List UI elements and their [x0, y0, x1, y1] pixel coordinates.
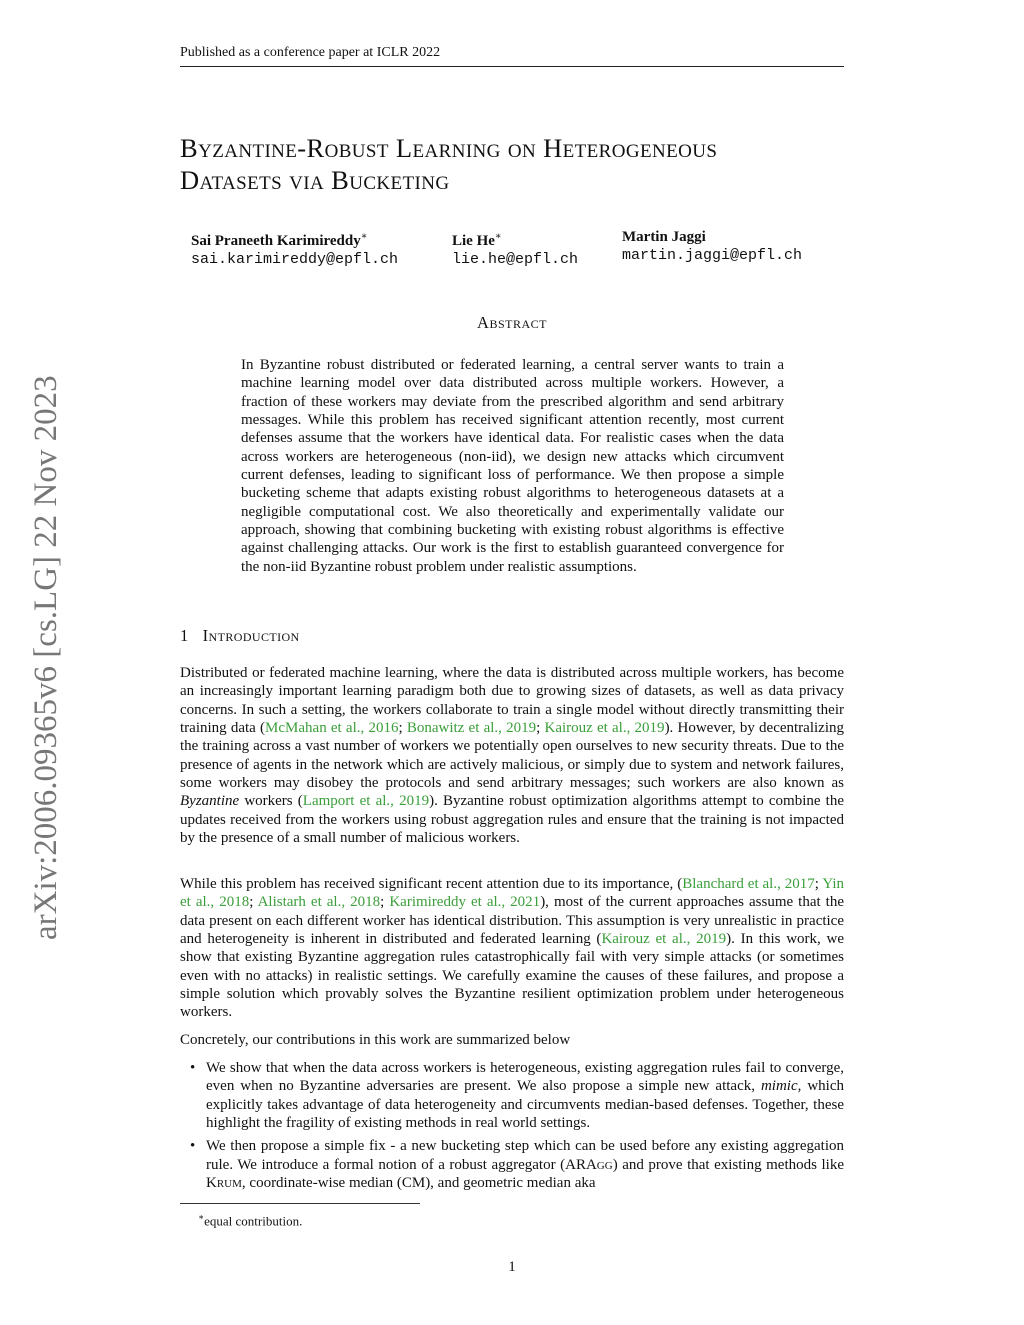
abstract-heading: Abstract	[477, 313, 547, 332]
author-email[interactable]: martin.jaggi@epfl.ch	[622, 247, 803, 264]
arxiv-stamp: arXiv:2006.09365v6 [cs.LG] 22 Nov 2023	[28, 375, 64, 940]
list-item: • We show that when the data across workers is heterogeneous, existing aggregation rules fail to converge, even when no Byzantine adversaries are present. We also propose a simple new attack, mimic, which explicitly takes advantage of data heterogeneity and circumvents median-based defenses. Together, these highlight the fragility of existing methods in real world settings.	[190, 1060, 844, 1132]
citation-link[interactable]: Yin et al., 2018	[180, 876, 844, 911]
citation-link[interactable]: Lamport et al., 2019	[302, 793, 430, 810]
author-email[interactable]: sai.karimireddy@epfl.ch	[191, 251, 399, 268]
title-line-1: Byzantine-Robust Learning on Heterogeneous	[180, 133, 718, 163]
author-mark: ∗	[360, 231, 368, 242]
citation-link[interactable]: Bonawitz et al., 2019	[406, 720, 537, 737]
citation-link[interactable]: Kairouz et al., 2019	[544, 720, 665, 737]
author-name: Martin Jaggi	[622, 229, 706, 245]
page-number: 1	[508, 1259, 516, 1275]
author-3	[622, 228, 802, 266]
bullet-glyph: •	[190, 1138, 196, 1155]
citation-link[interactable]: McMahan et al., 2016	[265, 720, 399, 737]
author-name: Lie He	[452, 233, 495, 249]
title-line-2: Datasets via Bucketing	[180, 165, 450, 195]
citation-link[interactable]: Alistarh et al., 2018	[257, 894, 381, 911]
footnote-rule	[180, 1203, 420, 1204]
citation-link[interactable]: Karimireddy et al., 2021	[389, 894, 541, 911]
intro-paragraph-1: Distributed or federated machine learning, where the data is distributed across multiple workers, has become an increasingly important learning paradigm both due to growing sizes of datasets, as well as data privacy concerns. In such a setting, the workers collaborate to train a single model without directly transmitting their training data (McMahan et al., 2016; Bonawitz et al., 2019; Kairouz et al., 2019). However, by decentralizing the training across a vast number of workers we potentially open ourselves to new security threats. Due to the presence of agents in the network which are actively malicious, or simply due to system and network failures, some workers may disobey the protocols and send arbitrary messages; such workers are also known as Byzantine workers (Lamport et al., 2019). Byzantine robust optimization algorithms attempt to combine the updates received from the workers using robust aggregation rules and ensure that the training is not impacted by the presence of a small number of malicious workers.	[180, 665, 844, 847]
bullet-glyph: •	[190, 1060, 196, 1076]
author-name: Sai Praneeth Karimireddy	[191, 233, 361, 249]
intro-paragraph-2: While this problem has received significant recent attention due to its importance, (Blanchard et al., 2017; Yin et al., 2018; Alistarh et al., 2018; Karimireddy et al., 2021), most of the current approaches assume that the data present on each different worker has identical distribution. This assumption is very unrealistic in practice and heterogeneity is inherent in distributed and federated learning (Kairouz et al., 2019). In this work, we show that existing Byzantine aggregation rules catastrophically fail with very simple attacks (or sometimes even with no attacks) in realistic settings. We carefully examine the causes of these failures, and propose a simple solution which provably solves the Byzantine resilient optimization problem under heterogeneous workers.	[180, 876, 845, 1021]
author-1	[191, 228, 398, 270]
author-2	[452, 228, 578, 270]
contributions-list	[180, 1059, 844, 1197]
section-heading-introduction	[180, 626, 300, 646]
running-header: Published as a conference paper at ICLR 2022	[180, 44, 844, 67]
paper-title	[180, 132, 880, 196]
author-email[interactable]: lie.he@epfl.ch	[452, 251, 579, 268]
intro-paragraph-3: Concretely, our contributions in this work are summarized below	[180, 1032, 571, 1048]
abstract-text: In Byzantine robust distributed or federated learning, a central server wants to train a machine learning model over data distributed across multiple workers. However, a fraction of these workers may deviate from the prescribed algorithm and send arbitrary messages. While this problem has received significant attention recently, most current defenses assume that the workers have identical data. For realistic cases when the data across workers are heterogeneous (non-iid), we design new attacks which circumvent current defenses, leading to significant loss of performance. We then propose a simple bucketing scheme that adapts existing robust algorithms to heterogeneous datasets at a negligible computational cost. We also theoretically and experimentally validate our approach, showing that combining bucketing with existing robust algorithms is effective against challenging attacks. Our work is the first to establish guaranteed convergence for the non-iid Byzantine robust problem under realistic assumptions.	[241, 357, 784, 575]
citation-link[interactable]: Blanchard et al., 2017	[682, 876, 815, 892]
footnote: ∗equal contribution.	[198, 1212, 303, 1229]
citation-link[interactable]: Kairouz et al., 2019	[601, 931, 727, 948]
list-item: • We then propose a simple fix - a new bucketing step which can be used before any existing aggregation rule. We introduce a formal notion of a robust aggregator (ARAgg) and prove that existing methods like Krum, coordinate-wise median (CM), and geometric median aka	[190, 1138, 844, 1192]
author-mark: ∗	[494, 231, 502, 242]
section-number: 1	[180, 626, 189, 645]
section-title: Introduction	[202, 626, 300, 645]
